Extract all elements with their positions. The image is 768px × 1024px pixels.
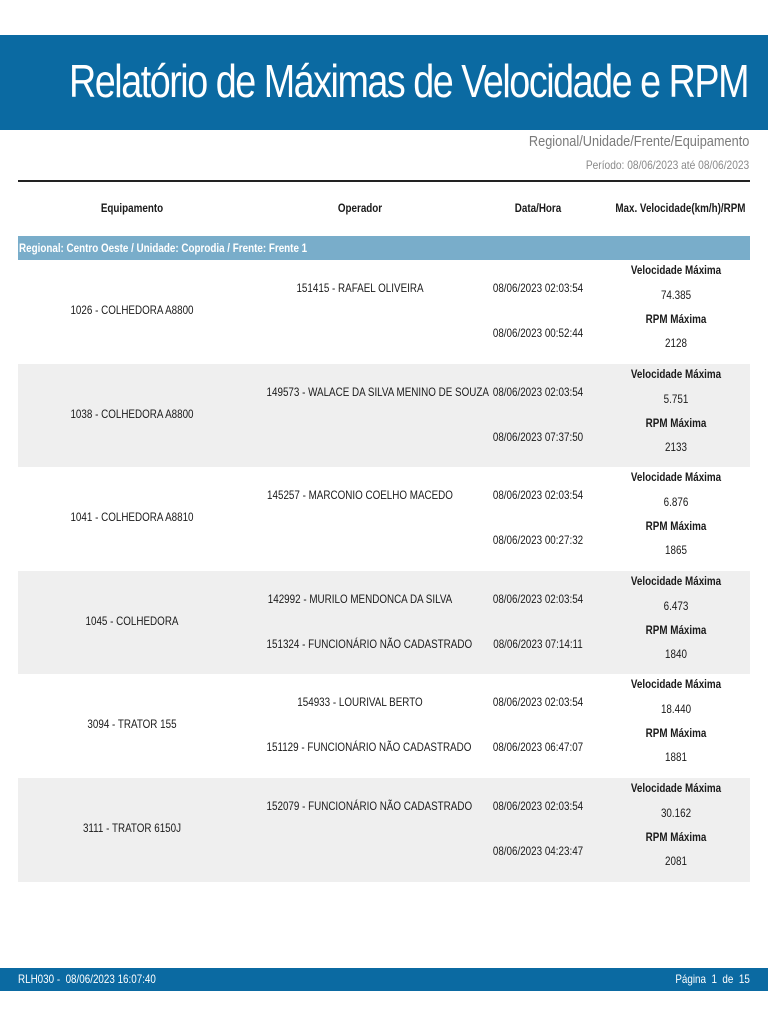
- data-hora-rpm-cell: 08/06/2023 00:27:32: [492, 533, 584, 548]
- period-start: 08/06/2023: [627, 158, 679, 172]
- report-subtitle: Regional/Unidade/Frente/Equipamento: [528, 133, 749, 150]
- table-row: [18, 260, 750, 364]
- operador-cell: 149573 - WALACE DA SILVA MENINO DE SOUZA: [266, 384, 489, 399]
- velocidade-label: Velocidade Máxima: [630, 470, 722, 485]
- column-header-equipamento: Equipamento: [100, 201, 164, 215]
- column-header-max: Max. Velocidade(km/h)/RPM: [615, 201, 746, 215]
- data-hora-rpm-cell: 08/06/2023 00:52:44: [492, 326, 584, 340]
- rpm-label: RPM Máxima: [645, 829, 707, 844]
- table-row: [18, 571, 750, 675]
- data-hora-rpm-cell: 08/06/2023 07:37:50: [492, 429, 584, 444]
- table-row: [18, 674, 750, 778]
- operador-cell: 142992 - MURILO MENDONCA DA SILVA: [267, 591, 453, 606]
- data-hora-rpm-cell: 08/06/2023 06:47:07: [492, 740, 584, 755]
- equipamento-cell: 1041 - COLHEDORA A8810: [70, 510, 194, 525]
- equipamento-cell: 1038 - COLHEDORA A8800: [70, 406, 194, 421]
- rpm-label: RPM Máxima: [645, 726, 707, 741]
- report-title: Relatório de Máximas de Velocidade e RPM: [69, 55, 748, 107]
- data-hora-cell: 08/06/2023 02:03:54: [492, 695, 584, 710]
- page-label: Página: [675, 972, 707, 986]
- rpm-value: 2133: [665, 439, 687, 454]
- rpm-value: 1840: [665, 646, 687, 661]
- period-label: Período:: [585, 158, 625, 172]
- operador-cell: 145257 - MARCONIO COELHO MACEDO: [267, 488, 453, 503]
- period-end: 08/06/2023: [697, 158, 749, 172]
- velocidade-label: Velocidade Máxima: [630, 263, 722, 277]
- data-hora-rpm-cell: 08/06/2023 07:14:11: [493, 636, 583, 651]
- table-header: [18, 182, 750, 236]
- column-header-data-hora: Data/Hora: [514, 201, 562, 215]
- rpm-value: 1881: [665, 750, 687, 765]
- rpm-value: 2081: [665, 853, 687, 868]
- table-row: [18, 364, 750, 468]
- equipamento-cell: 3111 - TRATOR 6150J: [82, 820, 182, 835]
- period-separator: até: [680, 158, 696, 172]
- velocidade-label: Velocidade Máxima: [630, 780, 722, 795]
- velocidade-value: 6.876: [663, 495, 689, 510]
- velocidade-label: Velocidade Máxima: [630, 573, 722, 588]
- page-indicator: [676, 968, 750, 991]
- equipamento-cell: 3094 - TRATOR 155: [87, 717, 177, 732]
- rpm-value: 1865: [665, 543, 687, 558]
- rpm-value: 2128: [665, 336, 687, 350]
- velocidade-label: Velocidade Máxima: [630, 366, 722, 381]
- rpm-label: RPM Máxima: [645, 622, 707, 637]
- report-table: [18, 180, 750, 882]
- data-hora-cell: 08/06/2023 02:03:54: [492, 384, 584, 399]
- velocidade-value: 74.385: [660, 288, 692, 302]
- equipamento-cell: 1026 - COLHEDORA A8800: [70, 303, 194, 317]
- footer-left: [18, 968, 156, 991]
- table-body: [18, 260, 750, 882]
- velocidade-value: 18.440: [660, 702, 692, 717]
- group-header: [18, 236, 750, 260]
- table-row: [18, 778, 750, 882]
- rpm-label: RPM Máxima: [645, 312, 707, 326]
- data-hora-cell: 08/06/2023 02:03:54: [492, 281, 584, 295]
- rpm-label: RPM Máxima: [645, 415, 707, 430]
- velocidade-value: 6.473: [663, 598, 689, 613]
- data-hora-cell: 08/06/2023 02:03:54: [492, 798, 584, 813]
- operador-cell: 151415 - RAFAEL OLIVEIRA: [296, 281, 424, 295]
- page-footer: [0, 968, 768, 991]
- column-header-operador: Operador: [337, 201, 383, 215]
- operador-cell: 152079 - FUNCIONÁRIO NÃO CADASTRADO: [266, 798, 473, 813]
- group-label: Regional: Centro Oeste / Unidade: Coprodia / Frente: Frente 1: [19, 241, 308, 255]
- velocidade-label: Velocidade Máxima: [630, 677, 722, 692]
- rpm-label: RPM Máxima: [645, 519, 707, 534]
- page-current: 1: [711, 972, 718, 986]
- operador-secondary-cell: 151129 - FUNCIONÁRIO NÃO CADASTRADO: [266, 740, 472, 755]
- data-hora-cell: 08/06/2023 02:03:54: [492, 488, 584, 503]
- page-of: de: [722, 972, 734, 986]
- operador-secondary-cell: 151324 - FUNCIONÁRIO NÃO CADASTRADO: [266, 636, 473, 651]
- generated-timestamp: 08/06/2023 16:07:40: [65, 972, 156, 986]
- operador-cell: 154933 - LOURIVAL BERTO: [297, 695, 423, 710]
- report-period: [586, 158, 749, 172]
- report-code: RLH030 -: [18, 972, 61, 986]
- data-hora-cell: 08/06/2023 02:03:54: [492, 591, 584, 606]
- velocidade-value: 5.751: [663, 391, 689, 406]
- velocidade-value: 30.162: [660, 805, 692, 820]
- data-hora-rpm-cell: 08/06/2023 04:23:47: [492, 843, 584, 858]
- equipamento-cell: 1045 - COLHEDORA: [85, 613, 179, 628]
- report-banner: [0, 35, 768, 130]
- page-total: 15: [739, 972, 750, 986]
- table-row: [18, 467, 750, 571]
